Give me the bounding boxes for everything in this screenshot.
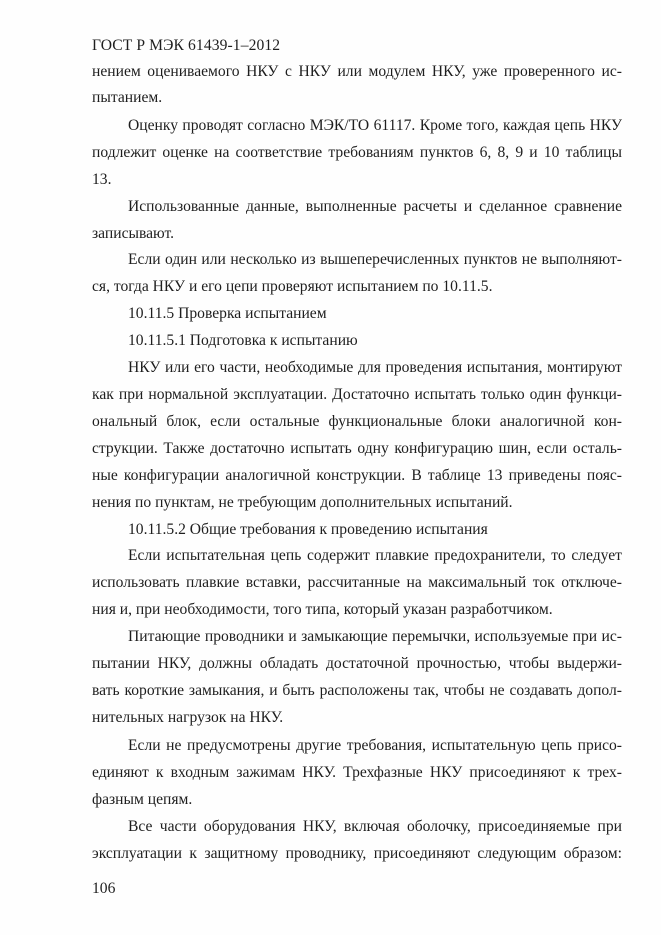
- text-line: 13.: [92, 171, 112, 188]
- text-line: Если не предусмотрены другие требования, испытательную цепь присо-: [128, 737, 622, 754]
- text-line: использовать плавкие вставки, рассчитанные на максимальный ток отключе-: [92, 574, 622, 591]
- text-line: Все части оборудования НКУ, включая оболочку, присоединяемые при: [128, 818, 622, 835]
- page-number: 106: [92, 880, 116, 897]
- text-line: пытанием.: [92, 89, 163, 106]
- text-line: ные конфигурации аналогичной конструкции. В таблице 13 приведены пояс-: [92, 467, 622, 484]
- text-line: НКУ или его части, необходимые для проведения испытания, монтируют: [128, 359, 622, 376]
- text-line: струкции. Также достаточно испытать одну конфигурацию шин, если осталь-: [92, 440, 622, 457]
- text-line: Если один или несколько из вышеперечисленных пунктов не выполняют-: [128, 251, 622, 268]
- section-heading: 10.11.5.2 Общие требования к проведению испытания: [128, 521, 488, 538]
- text-line: ся, тогда НКУ и его цепи проверяют испытанием по 10.11.5.: [92, 278, 493, 295]
- text-line: нительных нагрузок на НКУ.: [92, 709, 284, 726]
- text-line: нением оцениваемого НКУ с НКУ или модулем НКУ, уже проверенного ис-: [92, 63, 622, 80]
- text-line: как при нормальной эксплуатации. Достаточно испытать только один функци-: [92, 386, 622, 403]
- text-line: подлежит оценке на соответствие требованиям пунктов 6, 8, 9 и 10 таблицы: [92, 144, 622, 161]
- document-header: ГОСТ Р МЭК 61439-1–2012: [92, 37, 281, 54]
- section-heading: 10.11.5.1 Подготовка к испытанию: [128, 332, 358, 349]
- text-line: ния и, при необходимости, того типа, который указан разработчиком.: [92, 601, 553, 618]
- text-line: фазным цепям.: [92, 791, 193, 808]
- text-line: пытании НКУ, должны обладать достаточной прочностью, чтобы выдержи-: [92, 655, 622, 672]
- text-line: Если испытательная цепь содержит плавкие предохранители, то следует: [128, 547, 622, 564]
- section-heading: 10.11.5 Проверка испытанием: [128, 305, 327, 322]
- text-line: Оценку проводят согласно МЭК/ТО 61117. Кроме того, каждая цепь НКУ: [128, 117, 622, 134]
- text-line: ональный блок, если остальные функциональные блоки аналогичной кон-: [92, 413, 622, 430]
- text-line: нения по пунктам, не требующим дополнительных испытаний.: [92, 494, 513, 511]
- text-line: Питающие проводники и замыкающие перемычки, используемые при ис-: [128, 628, 622, 645]
- text-line: единяют к входным зажимам НКУ. Трехфазные НКУ присоединяют к трех-: [92, 764, 622, 781]
- text-line: Использованные данные, выполненные расчеты и сделанное сравнение: [128, 198, 622, 215]
- text-line: записывают.: [92, 225, 175, 242]
- text-line: эксплуатации к защитному проводнику, присоединяют следующим образом:: [92, 845, 622, 862]
- text-line: вать короткие замыкания, и быть расположены так, чтобы не создавать допол-: [92, 682, 622, 699]
